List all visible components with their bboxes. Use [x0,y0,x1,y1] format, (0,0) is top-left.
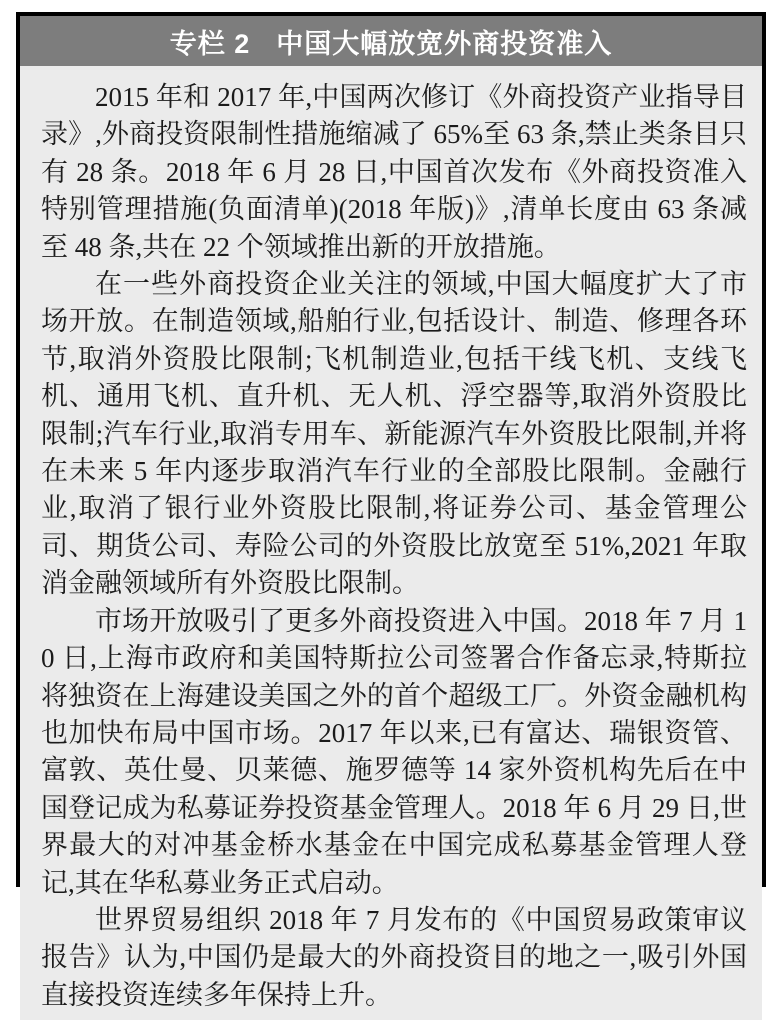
column-title-text: 中国大幅放宽外商投资准入 [276,28,613,59]
paragraph-2: 在一些外商投资企业关注的领域,中国大幅度扩大了市场开放。在制造领域,船舶行业,包括设计、制造、修理各环节,取消外资股比限制;飞机制造业,包括干线飞机、支线飞机、通用飞机、直升机、无人机、浮空器等,取消外资股比限制;汽车行业,取消专用车、新能源汽车外资股比限制,并将在未来 5 年内逐步取消汽车行业的全部股比限制。金融行业,取消了银行业外资股比限制,将证券公司、基金管理公司、期货公司、寿险公司的外资股比放宽至 51%,2021 年取消金融领域所有外资股比限制。 [41,269,747,599]
column-title-bar [20,16,762,66]
paragraph-3: 市场开放吸引了更多外商投资进入中国。2018 年 7 月 10 日,上海市政府和美国特斯拉公司签署合作备忘录,特斯拉将独资在上海建设美国之外的首个超级工厂。外资金融机构也加快布局中国市场。2017 年以来,已有富达、瑞银资管、富敦、英仕曼、贝莱德、施罗德等 14 家外资机构先后在中国登记成为私募证券投资基金管理人。2018 年 6 月 29 日,世界最大的对冲基金桥水基金在中国完成私募基金管理人登记,其在华私募业务正式启动。 [41,605,747,898]
column-title-prefix: 专栏 2 [169,28,251,59]
paragraph-4: 世界贸易组织 2018 年 7 月发布的《中国贸易政策审议报告》认为,中国仍是最大的外商投资目的地之一,吸引外国直接投资连续多年保持上升。 [41,904,747,1010]
column-box [16,12,766,1010]
column-body [20,66,762,1020]
paragraph-1: 2015 年和 2017 年,中国两次修订《外商投资产业指导目录》,外商投资限制性措施缩减了 65%至 63 条,禁止类条目只有 28 条。2018 年 6 月 28 日,中国首次发布《外商投资准入特别管理措施(负面清单)(2018 年版)》,清单长度由 63 条减至 48 条,共在 22 个领域推出新的开放措施。 [41,82,747,262]
